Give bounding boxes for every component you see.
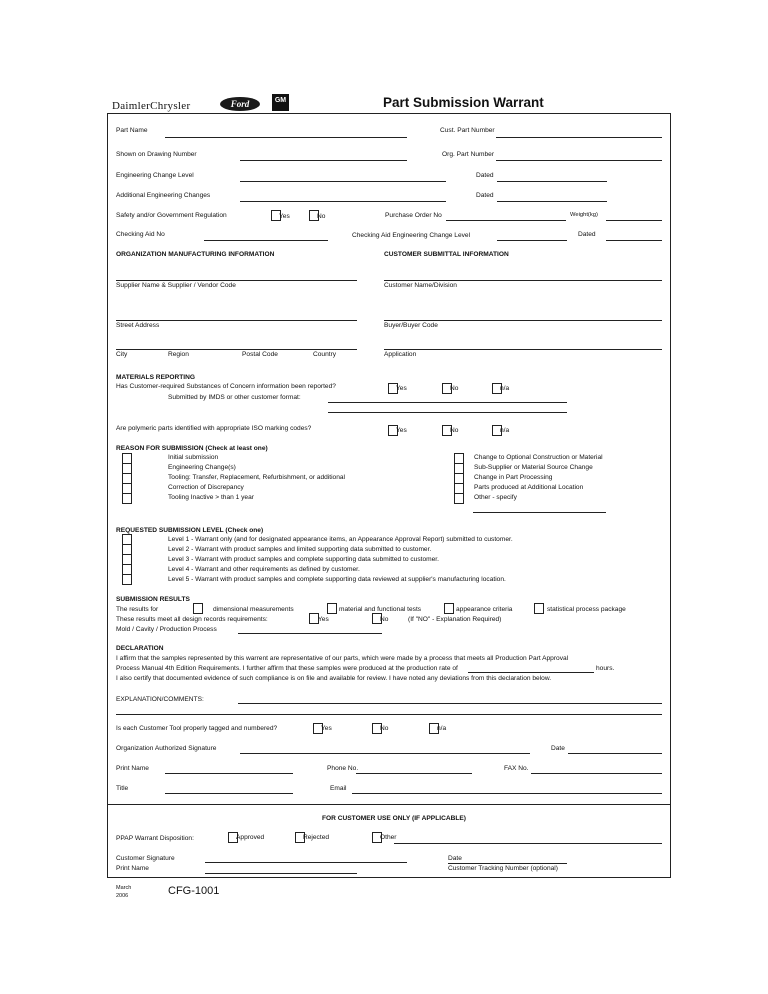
meet-yes-label: Yes bbox=[318, 616, 329, 623]
materials-q1-na-label: n/a bbox=[500, 385, 510, 392]
appearance-label: appearance criteria bbox=[456, 606, 513, 613]
approved-label: Approved bbox=[236, 834, 265, 841]
dimensional-label: dimensional measurements bbox=[213, 606, 294, 613]
reason-right-label-5: Other - specify bbox=[474, 494, 517, 501]
level-5-checkbox[interactable] bbox=[122, 574, 132, 585]
add-eng-changes-field[interactable] bbox=[240, 201, 446, 202]
footer-year: 2006 bbox=[116, 893, 129, 899]
fax-label: FAX No. bbox=[504, 765, 529, 772]
spc-checkbox[interactable] bbox=[534, 603, 544, 614]
reason-left-label-3: Tooling: Transfer, Replacement, Refurbishment, or additional bbox=[168, 474, 346, 481]
application-label: Application bbox=[384, 351, 417, 358]
org-signature-field[interactable] bbox=[240, 753, 530, 754]
org-part-number-field[interactable] bbox=[496, 160, 662, 161]
spc-label: statistical process package bbox=[547, 606, 626, 613]
checking-aid-field[interactable] bbox=[204, 240, 328, 241]
phone-label: Phone No. bbox=[327, 765, 359, 772]
dated1-label: Dated bbox=[476, 172, 494, 179]
reason-left-label-5: Tooling Inactive > than 1 year bbox=[168, 494, 254, 501]
org-part-number-label: Org. Part Number bbox=[442, 151, 495, 158]
safety-no-label: No bbox=[317, 213, 326, 220]
gm-logo: GM bbox=[272, 94, 289, 111]
materials-q2-yes-label: Yes bbox=[396, 427, 407, 434]
level-1-label: Level 1 - Warrant only (and for designated appearance items, an Appearance Approval Report) submitted to customer. bbox=[168, 536, 513, 543]
add-eng-changes-label: Additional Engineering Changes bbox=[116, 192, 211, 199]
phone-field[interactable] bbox=[356, 773, 472, 774]
results-heading: SUBMISSION RESULTS bbox=[116, 596, 190, 603]
hours-label: hours. bbox=[596, 665, 615, 672]
results-for-label: The results for bbox=[116, 606, 159, 613]
cust-info-heading: CUSTOMER SUBMITTAL INFORMATION bbox=[384, 251, 509, 258]
checking-aid-ecl-label: Checking Aid Engineering Change Level bbox=[352, 232, 471, 239]
customer-print-name-label: Print Name bbox=[116, 865, 149, 872]
meet-no-label: No bbox=[380, 616, 389, 623]
level-heading: REQUESTED SUBMISSION LEVEL (Check one) bbox=[116, 527, 264, 534]
materials-q2-na-label: n/a bbox=[500, 427, 510, 434]
materials-heading: MATERIALS REPORTING bbox=[116, 374, 196, 381]
rejected-label: Rejected bbox=[303, 834, 330, 841]
explanation-field-1[interactable] bbox=[238, 703, 662, 704]
tool-na-label: n/a bbox=[437, 725, 447, 732]
level-4-label: Level 4 - Warrant and other requirements as defined by customer. bbox=[168, 566, 360, 573]
reason-left-checkbox-5[interactable] bbox=[122, 493, 132, 504]
eng-change-level-label: Engineering Change Level bbox=[116, 172, 194, 179]
checking-aid-label: Checking Aid No bbox=[116, 231, 165, 238]
customer-signature-label: Customer Signature bbox=[116, 855, 175, 862]
declaration-line-1: I affirm that the samples represented by this warrent are representative of our parts, which were made by a process that meets all Production Part Approval bbox=[116, 655, 569, 662]
reason-right-label-4: Parts produced at Additional Location bbox=[474, 484, 584, 491]
print-name-field[interactable] bbox=[165, 773, 293, 774]
level-5-label: Level 5 - Warrant with product samples and complete supporting data reviewed at supplier's manufacturing location. bbox=[168, 576, 506, 583]
reason-left-label-4: Correction of Discrepancy bbox=[168, 484, 244, 491]
customer-print-name-field[interactable] bbox=[205, 873, 357, 874]
dated1-field[interactable] bbox=[497, 181, 607, 182]
materials-q1: Has Customer-required Substances of Concern information been reported? bbox=[116, 383, 336, 390]
postal-code-label: Postal Code bbox=[242, 351, 278, 358]
reason-right-label-1: Change to Optional Construction or Material bbox=[474, 454, 603, 461]
other-disposition-field[interactable] bbox=[394, 843, 662, 844]
street-address-label: Street Address bbox=[116, 322, 160, 329]
safety-regulation-label: Safety and/or Government Regulation bbox=[116, 212, 227, 219]
dated3-label: Dated bbox=[578, 231, 596, 238]
daimlerchrysler-logo: DaimlerChrysler bbox=[112, 100, 191, 112]
imds-label: Submitted by IMDS or other customer format: bbox=[168, 394, 301, 401]
reason-left-label-2: Engineering Change(s) bbox=[168, 464, 236, 471]
appearance-checkbox[interactable] bbox=[444, 603, 454, 614]
customer-date-label: Date bbox=[448, 855, 462, 862]
level-3-label: Level 3 - Warrant with product samples and complete supporting data submitted to customer. bbox=[168, 556, 439, 563]
buyer-label: Buyer/Buyer Code bbox=[384, 322, 438, 329]
declaration-line-2: Process Manual 4th Edition Requirements. I further affirm that these samples were produced at the production rate of bbox=[116, 665, 458, 672]
form-title: Part Submission Warrant bbox=[383, 95, 544, 110]
declaration-line-3: I also certify that documented evidence of such compliance is on file and available for review. I have noted any deviations from this declaration below. bbox=[116, 675, 552, 682]
production-rate-field[interactable] bbox=[468, 672, 594, 673]
customer-use-heading: FOR CUSTOMER USE ONLY (IF APPLICABLE) bbox=[322, 815, 466, 822]
city-region-field[interactable] bbox=[116, 349, 357, 350]
cust-part-number-field[interactable] bbox=[496, 137, 662, 138]
weight-label: Weight(kg) bbox=[570, 212, 598, 218]
reason-heading: REASON FOR SUBMISSION (Check at least one) bbox=[116, 445, 268, 452]
tracking-number-label: Customer Tracking Number (optional) bbox=[448, 865, 558, 872]
level-2-label: Level 2 - Warrant with product samples and limited supporting data submitted to customer. bbox=[168, 546, 432, 553]
other-disposition-label: Other bbox=[380, 834, 397, 841]
purchase-order-label: Purchase Order No bbox=[385, 212, 442, 219]
tool-tagged-label: Is each Customer Tool properly tagged and numbered? bbox=[116, 725, 278, 732]
mold-cavity-label: Mold / Cavity / Production Process bbox=[116, 626, 217, 633]
org-info-heading: ORGANIZATION MANUFACTURING INFORMATION bbox=[116, 251, 275, 258]
checking-aid-ecl-field[interactable] bbox=[497, 240, 567, 241]
part-name-field[interactable] bbox=[165, 137, 407, 138]
application-field[interactable] bbox=[384, 349, 662, 350]
supplier-name-field[interactable] bbox=[116, 280, 357, 281]
reason-right-checkbox-5[interactable] bbox=[454, 493, 464, 504]
customer-section-divider bbox=[107, 804, 671, 805]
explanation-field-2[interactable] bbox=[116, 714, 662, 715]
street-address-field[interactable] bbox=[116, 320, 357, 321]
reason-right-label-2: Sub-Supplier or Material Source Change bbox=[474, 464, 593, 471]
signature-date-label: Date bbox=[551, 745, 565, 752]
dimensional-checkbox[interactable] bbox=[193, 603, 203, 614]
ford-logo: Ford bbox=[220, 97, 260, 111]
customer-name-label: Customer Name/Division bbox=[384, 282, 457, 289]
region-label: Region bbox=[168, 351, 189, 358]
meet-requirements-label: These results meet all design records requirements: bbox=[116, 616, 268, 623]
email-label: Email bbox=[330, 785, 347, 792]
org-signature-label: Organization Authorized Signature bbox=[116, 745, 217, 752]
email-field[interactable] bbox=[352, 793, 662, 794]
eng-change-level-field[interactable] bbox=[240, 181, 446, 182]
explanation-label: EXPLANATION/COMMENTS: bbox=[116, 696, 204, 703]
weight-field[interactable] bbox=[606, 220, 662, 221]
safety-yes-label: Yes bbox=[279, 213, 290, 220]
mold-cavity-field[interactable] bbox=[238, 633, 382, 634]
city-label: City bbox=[116, 351, 128, 358]
tool-no-label: No bbox=[380, 725, 389, 732]
tool-yes-label: Yes bbox=[321, 725, 332, 732]
materials-q2: Are polymeric parts identified with appropriate ISO marking codes? bbox=[116, 425, 312, 432]
drawing-number-field[interactable] bbox=[240, 160, 407, 161]
supplier-name-label: Supplier Name & Supplier / Vendor Code bbox=[116, 282, 236, 289]
cust-part-number-label: Cust. Part Number bbox=[440, 127, 495, 134]
dated2-label: Dated bbox=[476, 192, 494, 199]
material-functional-checkbox[interactable] bbox=[327, 603, 337, 614]
other-specify-field[interactable] bbox=[473, 512, 606, 513]
imds-field-2[interactable] bbox=[328, 412, 567, 413]
materials-q1-yes-label: Yes bbox=[396, 385, 407, 392]
customer-signature-field[interactable] bbox=[205, 862, 407, 863]
buyer-field[interactable] bbox=[384, 320, 662, 321]
materials-q1-no-label: No bbox=[450, 385, 459, 392]
title-field[interactable] bbox=[165, 793, 293, 794]
country-label: Country bbox=[313, 351, 337, 358]
print-name-label: Print Name bbox=[116, 765, 149, 772]
dated2-field[interactable] bbox=[497, 201, 607, 202]
customer-name-field[interactable] bbox=[384, 280, 662, 281]
dated3-field[interactable] bbox=[606, 240, 662, 241]
imds-field-1[interactable] bbox=[328, 402, 567, 403]
materials-q2-no-label: No bbox=[450, 427, 459, 434]
footer-month: March bbox=[116, 885, 132, 891]
reason-right-label-3: Change in Part Processing bbox=[474, 474, 553, 481]
material-functional-label: material and functional tests bbox=[339, 606, 422, 613]
ppap-disposition-label: PPAP Warrant Disposition: bbox=[116, 835, 194, 842]
customer-date-field[interactable] bbox=[448, 863, 567, 864]
title-label: Title bbox=[116, 785, 129, 792]
purchase-order-field[interactable] bbox=[446, 220, 566, 221]
form-number: CFG-1001 bbox=[168, 885, 220, 897]
signature-date-field[interactable] bbox=[568, 753, 662, 754]
reason-left-label-1: Initial submission bbox=[168, 454, 219, 461]
declaration-heading: DECLARATION bbox=[116, 645, 164, 652]
fax-field[interactable] bbox=[531, 773, 662, 774]
drawing-number-label: Shown on Drawing Number bbox=[116, 151, 197, 158]
part-name-label: Part Name bbox=[116, 127, 148, 134]
explanation-required-label: (If "NO" - Explanation Required) bbox=[408, 616, 502, 623]
